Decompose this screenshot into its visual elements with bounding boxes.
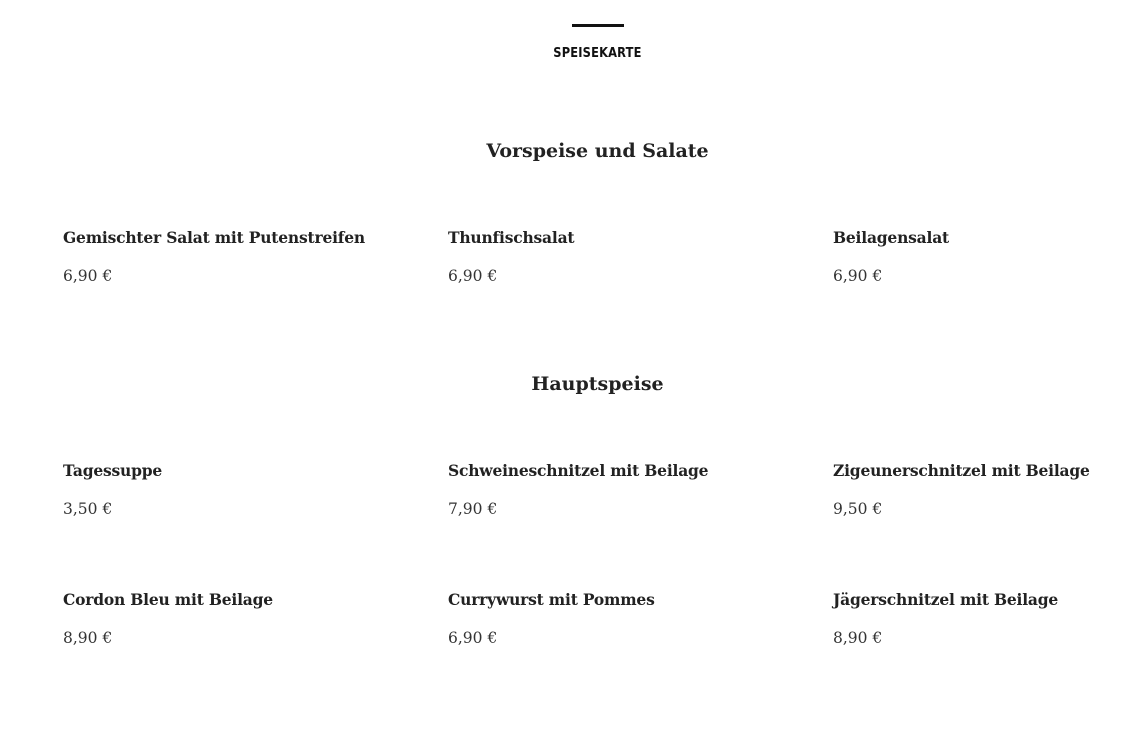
menu-item-name: Schweineschnitzel mit Beilage: [448, 461, 709, 480]
menu-item-price: 8,90 €: [833, 629, 883, 647]
menu-item-price: 3,50 €: [63, 500, 113, 518]
menu-item-name: Thunfischsalat: [448, 228, 575, 247]
page-title: SPEISEKARTE: [553, 46, 642, 61]
menu-item-price: 7,90 €: [448, 500, 498, 518]
menu-item-name: Cordon Bleu mit Beilage: [63, 590, 273, 609]
menu-item: [63, 590, 423, 647]
menu-item-price: 6,90 €: [448, 629, 498, 647]
menu-item: [448, 228, 808, 285]
menu-item: [833, 228, 1145, 285]
menu-item-name: Beilagensalat: [833, 228, 950, 247]
menu-item-price: 6,90 €: [833, 267, 883, 285]
menu-item: [448, 461, 808, 518]
menu-item-name: Jägerschnitzel mit Beilage: [833, 590, 1059, 609]
menu-item: [63, 461, 423, 518]
menu-item-price: 6,90 €: [448, 267, 498, 285]
menu-item-name: Zigeunerschnitzel mit Beilage: [833, 461, 1090, 480]
menu-item-price: 8,90 €: [63, 629, 113, 647]
menu-item-price: 6,90 €: [63, 267, 113, 285]
section-heading-vorspeise: Vorspeise und Salate: [486, 140, 709, 162]
section-heading-hauptspeise: Hauptspeise: [531, 373, 664, 395]
menu-item-name: Tagessuppe: [63, 461, 163, 480]
menu-item: [833, 461, 1145, 518]
menu-item-price: 9,50 €: [833, 500, 883, 518]
menu-item-name: Gemischter Salat mit Putenstreifen: [63, 228, 365, 247]
menu-item: [833, 590, 1145, 647]
menu-item-name: Currywurst mit Pommes: [448, 590, 655, 609]
title-divider: [572, 24, 624, 27]
menu-item: [63, 228, 423, 285]
menu-item: [448, 590, 808, 647]
